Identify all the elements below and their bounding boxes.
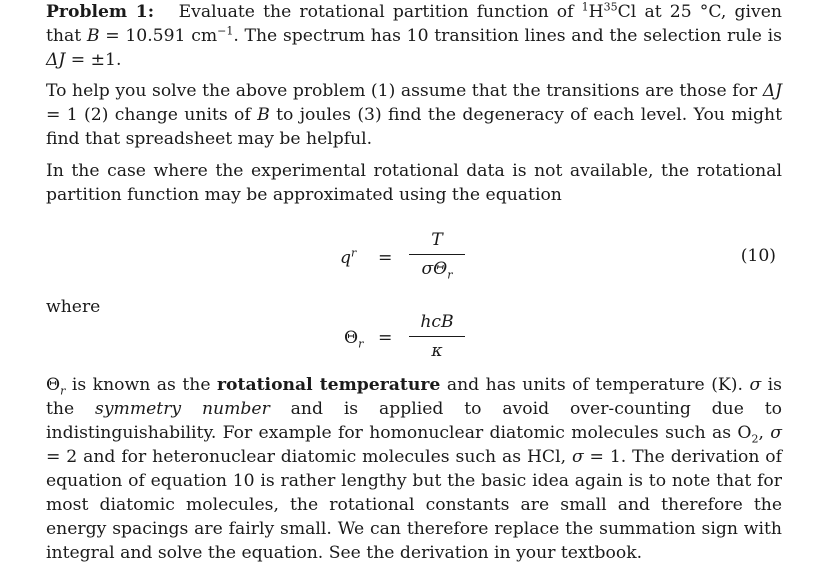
problem-statement: Problem 1: Evaluate the rotational partition function of $^1H^{35}Cl$ at 25 °C, given that B = 10.591 $cm^{-1}$. The spectrum has 10 transition lines and the selection rule is ΔJ = ±1. xyxy=(46,0,783,70)
fraction-numerator: T xyxy=(431,230,443,250)
problem-label: Problem 1: xyxy=(46,2,155,22)
equals-sign: = xyxy=(378,328,393,348)
equation-theta xyxy=(46,310,782,370)
approximation-paragraph: In the case where the experimental rotational data is not available, the rotational partition function may be approximated using the equation xyxy=(46,161,782,205)
equation-number: (10) xyxy=(740,246,776,266)
rotational-temperature-term: rotational temperature xyxy=(217,375,441,395)
where-label: where xyxy=(46,297,101,317)
equation-10-lhs: $q^r$ xyxy=(340,246,357,268)
hint-paragraph: To help you solve the above problem (1) assume that the transitions are those for ΔJ = 1 (2) change units of B to joules (3) find the degeneracy of each level. You might find that spreadsheet may be helpful. xyxy=(46,81,782,149)
explanation-paragraph: $\Theta_r$ is known as the rotational temperature and has units of temperature (K). σ is the symmetry number and is applied to avoid over-counting due to indistinguishability. For example for homonuclear diatomic molecules such as $O_2$, σ = 2 and for heteronuclear diatomic molecules such as HCl, σ = 1. The derivation of equation of equation 10 is rather lengthy but the basic idea again is to note that for most diatomic molecules, the rotational constants are small and therefore the energy spacings are fairly small. We can therefore replace the summation sign with integral and solve the equation. See the derivation in your textbook. xyxy=(46,375,783,563)
fraction-numerator: hcB xyxy=(420,312,454,332)
symmetry-number-term: symmetry number xyxy=(95,399,270,419)
equation-theta-lhs: $\Theta_r$ xyxy=(344,328,364,351)
equals-sign: = xyxy=(378,248,393,268)
equation-10 xyxy=(46,228,782,288)
fraction-bar xyxy=(409,336,465,337)
equation-theta-fraction xyxy=(409,310,465,363)
equation-10-fraction xyxy=(409,228,465,281)
fraction-denominator: κ xyxy=(431,341,443,361)
fraction-denominator: $\sigma\Theta_r$ xyxy=(421,259,453,282)
fraction-bar xyxy=(409,254,465,255)
